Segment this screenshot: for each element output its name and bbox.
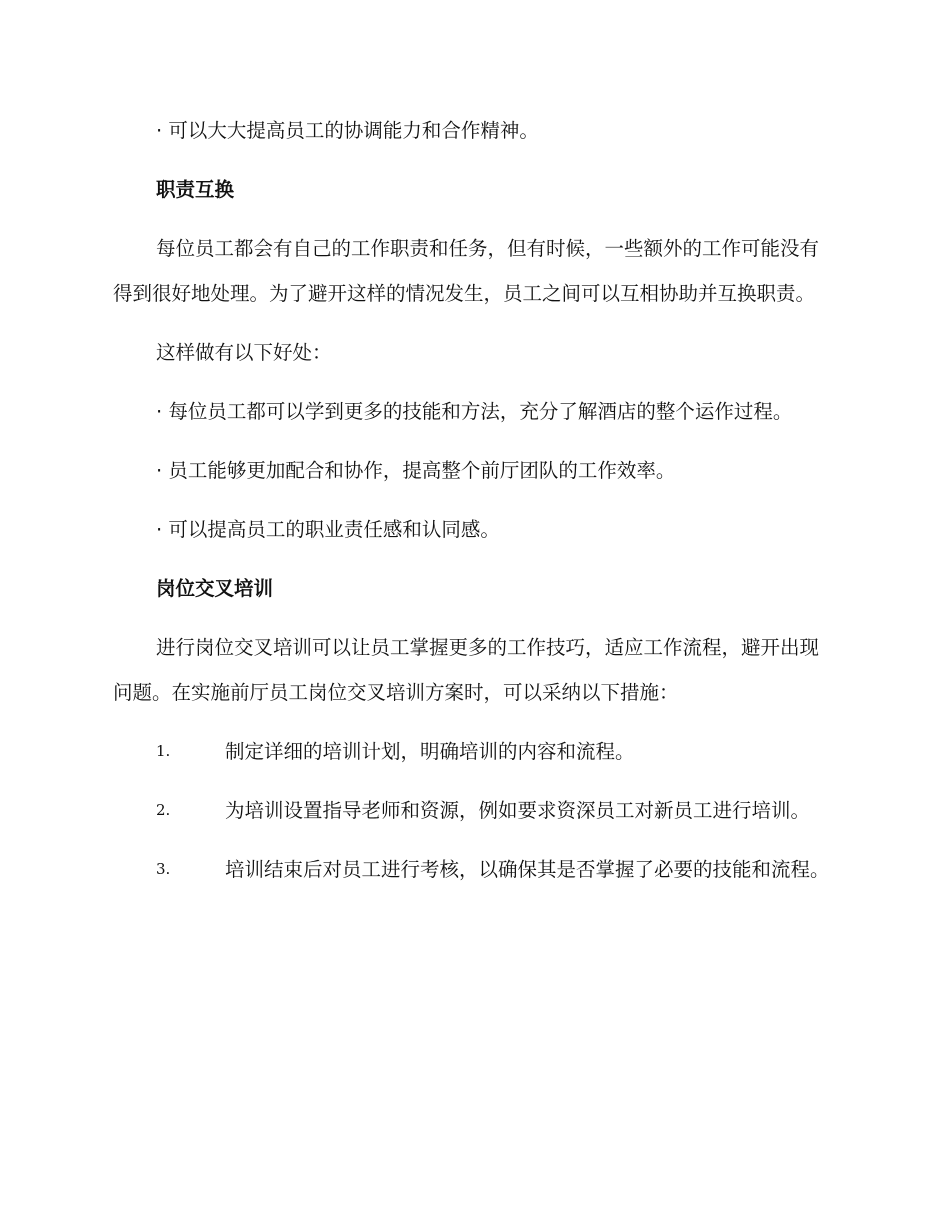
paragraph-cross-training: 进行岗位交叉培训可以让员工掌握更多的工作技巧，适应工作流程，避开出现问题。在实施前厅员工岗位交叉培训方案时，可以采纳以下措施：	[113, 636, 820, 704]
list-item	[113, 788, 833, 833]
bullet-cooperation: · 员工能够更加配合和协作，提高整个前厅团队的工作效率。	[156, 459, 676, 482]
list-item-number: 2.	[156, 801, 171, 819]
section-heading-duty-exchange: 职责互换	[156, 178, 235, 201]
document-body	[113, 108, 833, 892]
list-item	[113, 847, 833, 892]
list-item-text: 为培训设置指导老师和资源，例如要求资深员工对新员工进行培训。	[225, 799, 811, 822]
bullet-responsibility: · 可以提高员工的职业责任感和认同感。	[156, 518, 500, 541]
list-item-text: 培训结束后对员工进行考核，以确保其是否掌握了必要的技能和流程。	[225, 858, 830, 881]
bullet-learn-skills: · 每位员工都可以学到更多的技能和方法，充分了解酒店的整个运作过程。	[156, 400, 793, 423]
paragraph-benefits-intro: 这样做有以下好处：	[156, 341, 332, 364]
list-item	[113, 729, 833, 774]
bullet-coordination: · 可以大大提高员工的协调能力和合作精神。	[156, 119, 539, 142]
paragraph-duty-exchange: 每位员工都会有自己的工作职责和任务，但有时候，一些额外的工作可能没有得到很好地处理。为了避开这样的情况发生，员工之间可以互相协助并互换职责。	[113, 237, 820, 305]
list-item-text: 制定详细的培训计划，明确培训的内容和流程。	[225, 740, 635, 763]
section-heading-cross-training: 岗位交叉培训	[156, 577, 274, 600]
list-item-number: 3.	[156, 860, 171, 878]
list-item-number: 1.	[156, 742, 171, 760]
